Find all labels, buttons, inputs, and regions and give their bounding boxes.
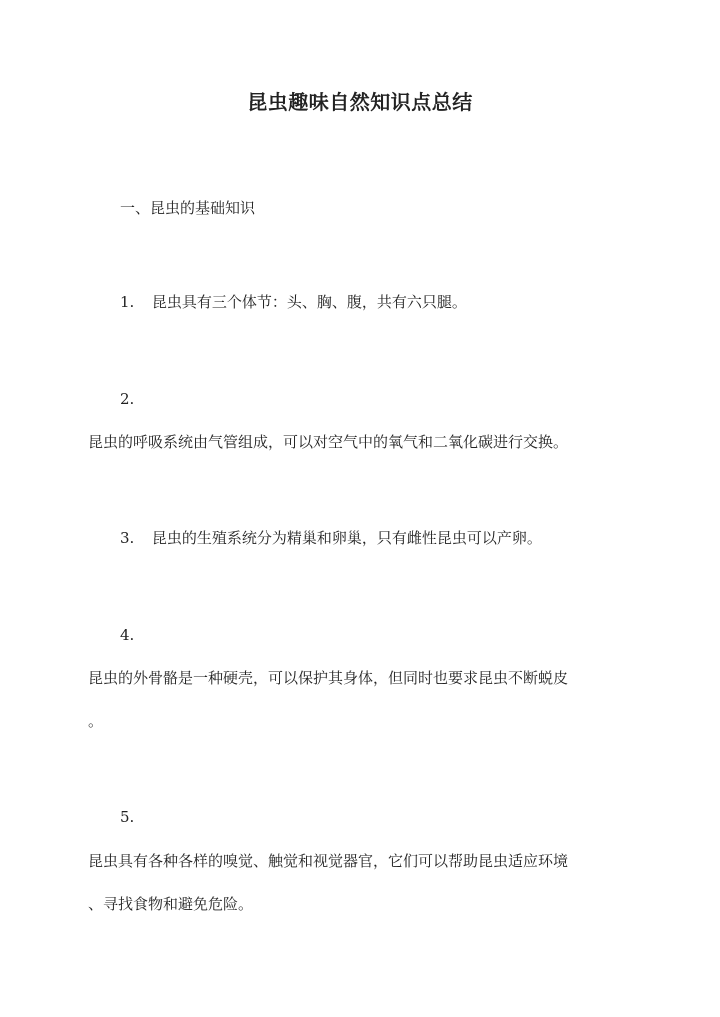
item-text: 昆虫具有三个体节：头、胸、腹，共有六只腿。	[151, 293, 467, 311]
item-number: 1.	[120, 293, 135, 311]
item-text-5-line2: 、寻找食物和避免危险。	[88, 895, 254, 913]
list-item-1	[120, 292, 467, 312]
item-text-4-line1: 昆虫的外骨骼是一种硬壳，可以保护其身体，但同时也要求昆虫不断蜕皮	[88, 669, 569, 687]
item-number-5: 5.	[120, 808, 135, 826]
item-number: 3.	[120, 529, 135, 547]
item-number-4: 4.	[120, 626, 135, 644]
item-text-4-line2: 。	[88, 712, 104, 730]
item-text: 昆虫的生殖系统分为精巢和卵巢，只有雌性昆虫可以产卵。	[151, 529, 542, 547]
document-title: 昆虫趣味自然知识点总结	[247, 90, 473, 114]
list-item-3	[120, 528, 542, 548]
item-text-2: 昆虫的呼吸系统由气管组成，可以对空气中的氧气和二氧化碳进行交换。	[88, 433, 569, 451]
section-heading: 一、昆虫的基础知识	[120, 199, 256, 217]
item-number-2: 2.	[120, 390, 135, 408]
item-text-5-line1: 昆虫具有各种各样的嗅觉、触觉和视觉器官，它们可以帮助昆虫适应环境	[88, 852, 569, 870]
